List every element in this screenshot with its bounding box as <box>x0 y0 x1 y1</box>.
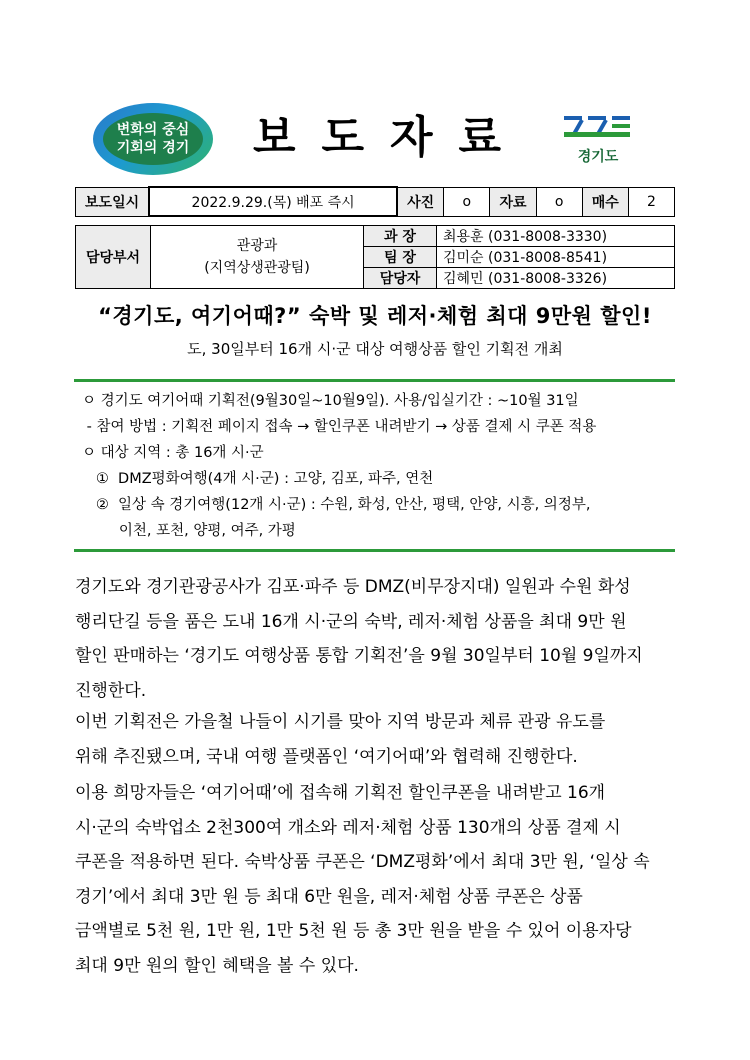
paragraph-line: 이번 기획전은 가을철 나들이 시기를 맞아 지역 방문과 체류 관광 유도를 <box>75 712 606 732</box>
body-paragraph <box>75 776 677 983</box>
paragraph-line: 경기’에서 최대 3만 원 등 최대 6만 원을, 레저·체험 상품 쿠폰은 상품 <box>75 886 583 907</box>
photo-label: 사진 <box>397 187 444 216</box>
headline: “경기도, 여기어때?” 숙박 및 레저·체험 최대 9만원 할인! <box>98 304 652 328</box>
material-value: o <box>536 187 582 216</box>
contact-role-label: 팀 장 <box>364 247 437 268</box>
gyeonggi-logo-text: 경기도 <box>577 149 619 165</box>
photo-value: o <box>444 187 490 216</box>
department-name-line-2: (지역상생관광팀) <box>204 260 310 276</box>
paragraph-line: 위해 추진됐으며, 국내 여행 플랫폼인 ‘여기어때’와 협력해 진행한다. <box>75 746 578 767</box>
pages-value: 2 <box>628 187 674 216</box>
department-table <box>75 225 675 289</box>
paragraph-line: 진행한다. <box>75 680 147 701</box>
body-paragraph <box>75 705 677 774</box>
paragraph-line: 쿠폰을 적용하면 된다. 숙박상품 쿠폰은 ‘DMZ평화’에서 최대 3만 원, ‘일상 속 <box>75 852 650 872</box>
summary-line: 이천, 포천, 양평, 여주, 가평 <box>82 523 296 539</box>
department-name <box>151 226 364 289</box>
body-paragraph <box>75 570 677 708</box>
paragraph-line: 행리단길 등을 품은 도내 16개 시·군의 숙박, 레저·체험 상품을 최대 9만 원 <box>75 611 627 632</box>
summary-line: ㅇ 경기도 여기어때 기획전(9월30일~10월9일). 사용/입실기간 : ~10월 31일 <box>82 393 579 409</box>
paragraph-line: 금액별로 5천 원, 1만 원, 1만 5천 원 등 총 3만 원을 받을 수 있어 이용자당 <box>75 921 632 941</box>
material-label: 자료 <box>490 187 536 216</box>
summary-line: - 참여 방법 : 기획전 페이지 접속 → 할인쿠폰 내려받기 → 상품 결제 시 쿠폰 적용 <box>82 419 597 435</box>
subheadline: 도, 30일부터 16개 시·군 대상 여행상품 할인 기획전 개최 <box>187 340 563 358</box>
pages-label: 매수 <box>582 187 628 216</box>
release-date-value: 2022.9.29.(목) 배포 즉시 <box>149 187 397 216</box>
document-title: 보도자료 <box>252 112 527 163</box>
contact-value: 김혜민 (031-8008-3326) <box>437 268 675 289</box>
slogan-line-1: 변화의 중심 <box>116 122 190 138</box>
contact-role-label: 담당자 <box>364 268 437 289</box>
department-name-line-1: 관광과 <box>236 238 278 254</box>
contact-value: 최용훈 (031-8008-3330) <box>437 226 675 247</box>
paragraph-line: 이용 희망자들은 ‘여기어때’에 접속해 기획전 할인쿠폰을 내려받고 16개 <box>75 783 606 803</box>
release-info-table <box>75 186 675 217</box>
summary-top-rule <box>74 379 675 382</box>
paragraph-line: 시·군의 숙박업소 2천300여 개소와 레저·체험 상품 130개의 상품 결제 시 <box>75 817 621 838</box>
contact-role-label: 과 장 <box>364 226 437 247</box>
summary-line: ① DMZ평화여행(4개 시·군) : 고양, 김포, 파주, 연천 <box>82 471 434 487</box>
paragraph-line: 할인 판매하는 ‘경기도 여행상품 통합 기획전’을 9월 30일부터 10월 9일까지 <box>75 646 643 666</box>
summary-line: ㅇ 대상 지역 : 총 16개 시·군 <box>82 445 264 461</box>
gyeonggi-slogan-logo <box>93 103 213 175</box>
summary-line: ② 일상 속 경기여행(12개 시·군) : 수원, 화성, 안산, 평택, 안양, 시흥, 의정부, <box>82 497 591 513</box>
slogan-line-2: 기회의 경기 <box>116 140 190 156</box>
paragraph-line: 최대 9만 원의 할인 혜택을 볼 수 있다. <box>75 955 359 976</box>
release-date-label: 보도일시 <box>76 187 150 216</box>
summary-bottom-rule <box>74 549 675 552</box>
contact-value: 김미순 (031-8008-8541) <box>437 247 675 268</box>
summary-box <box>82 388 682 544</box>
paragraph-line: 경기도와 경기관광공사가 김포·파주 등 DMZ(비무장지대) 일원과 수원 화성 <box>75 577 631 597</box>
department-label: 담당부서 <box>76 226 151 289</box>
